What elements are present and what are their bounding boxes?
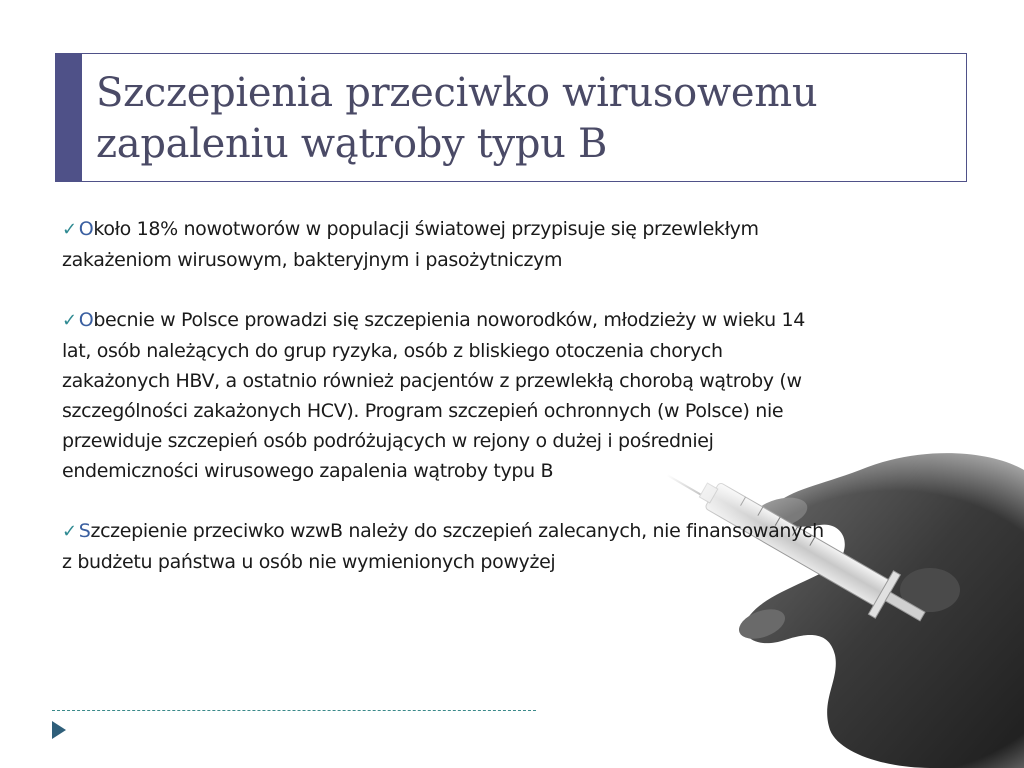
checkmark-icon: ✓	[62, 310, 77, 331]
bullet-list	[62, 214, 832, 607]
bullet-text: koło 18% nowotworów w populacji światowej przypisuje się przewlekłym zakażeniom wirusowym, bakteryjnym i pasożytniczym	[62, 218, 759, 271]
checkmark-icon: ✓	[62, 521, 77, 542]
bullet-initial: O	[78, 309, 94, 331]
slide-title: Szczepienia przeciwko wirusowemu zapaleniu wątroby typu B	[96, 70, 818, 167]
footer-divider	[52, 710, 536, 711]
bullet-text: becnie w Polsce prowadzi się szczepienia noworodków, młodzieży w wieku 14 lat, osób należących do grup ryzyka, osób z bliskiego otoczenia chorych zakażonych HBV, a ostatnio również pacjentów z przewlekłą chorobą wątroby (w szczególności zakażonych HCV). Program szczepień ochronnych (w Polsce) nie przewiduje szczepień osób podróżujących w rejony o dużej i pośredniej endemiczności wirusowego zapalenia wątroby typu B	[62, 309, 805, 482]
title-box	[55, 53, 967, 182]
bullet-initial: O	[78, 218, 94, 240]
checkmark-icon: ✓	[62, 219, 77, 240]
bullet-item-1	[62, 214, 832, 275]
triangle-arrow-icon	[52, 721, 66, 739]
bullet-item-2	[62, 305, 832, 486]
title-accent-bar	[56, 54, 82, 181]
bullet-text: zczepienie przeciwko wzwB należy do szczepień zalecanych, nie finansowanych z budżetu państwa u osób nie wymienionych powyżej	[62, 520, 824, 573]
bullet-item-3	[62, 516, 832, 577]
bullet-initial: S	[78, 520, 91, 542]
